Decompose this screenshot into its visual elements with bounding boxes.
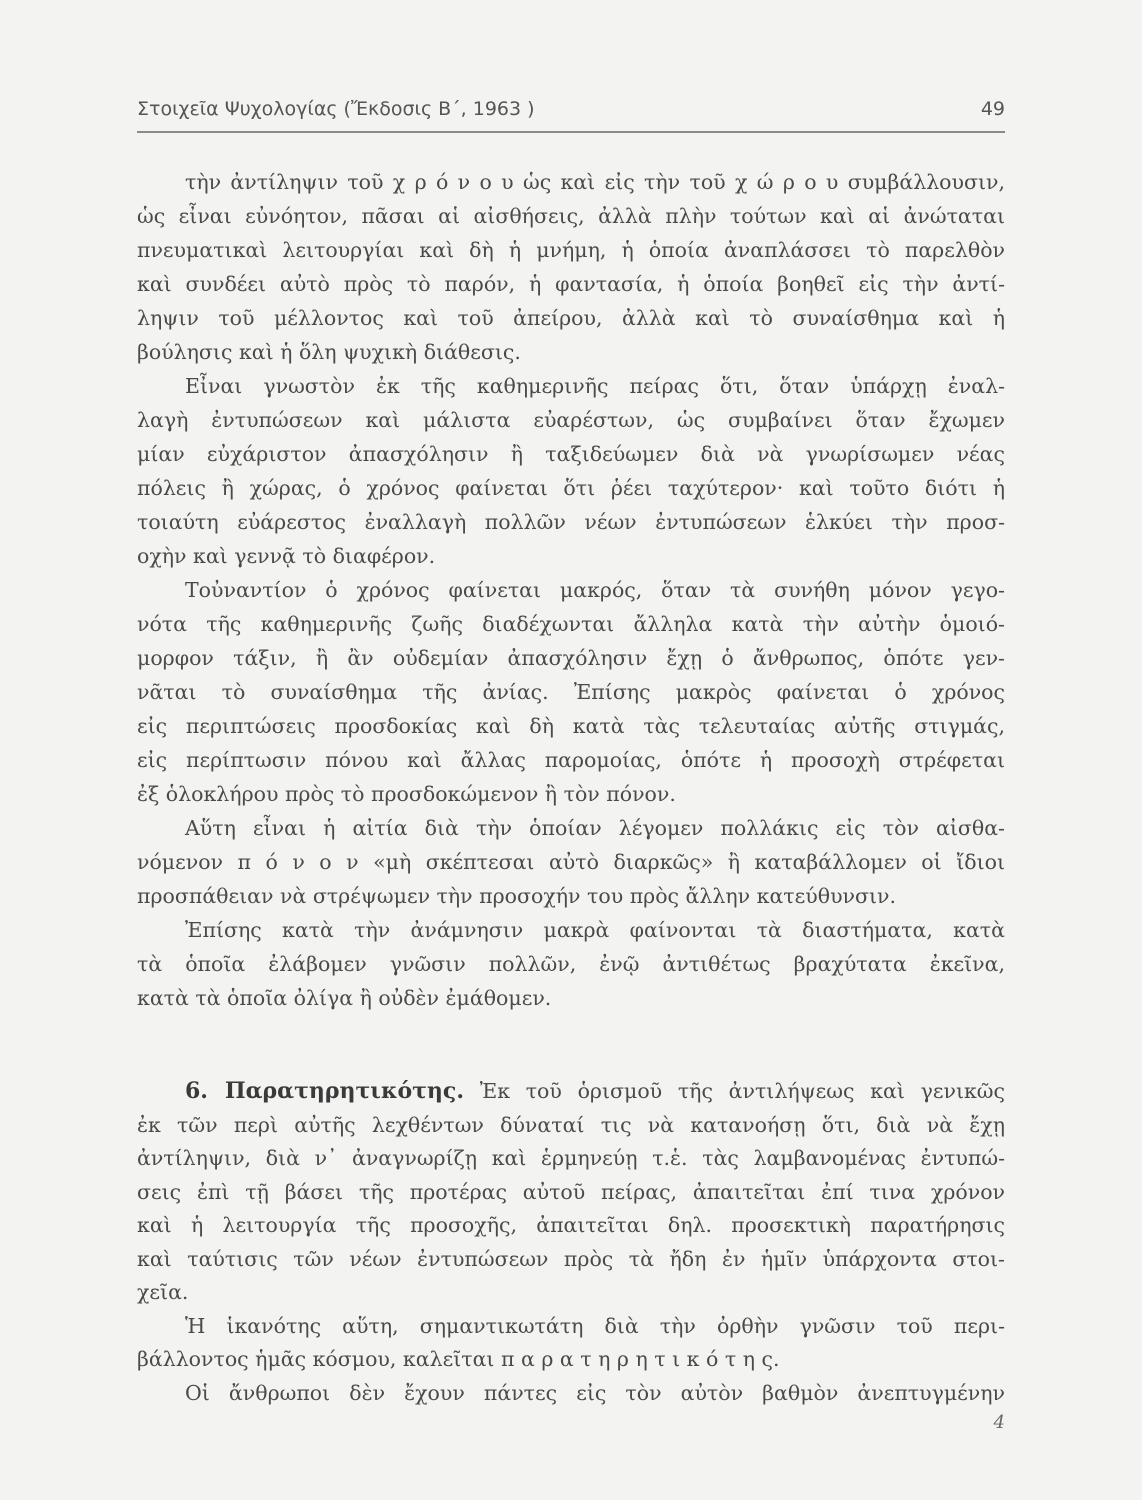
text-line: Τοὐναντίον ὁ χρόνος φαίνεται μακρός, ὅταν τὰ συνήθη μόνον γεγο- xyxy=(185,578,1005,602)
text-line: πόλεις ἢ χώρας, ὁ χρόνος φαίνεται ὅτι ῥέει ταχύτερον· καὶ τοῦτο διότι ἡ xyxy=(137,476,1005,500)
text-line: ἀντίληψιν, διὰ ν᾿ ἀναγνωρίζῃ καὶ ἑρμηνεύῃ τ.ἑ. τὰς λαμβανομένας ἐντυπώ- xyxy=(137,1146,1005,1170)
text-line: νόμενον π ό ν ο ν «μὴ σκέπτεσαι αὐτὸ διαρκῶς» ἢ καταβάλλομεν οἱ ἴδιοι xyxy=(137,850,1005,874)
text-line: εἰς περιπτώσεις προσδοκίας καὶ δὴ κατὰ τὰς τελευταίας αὐτῆς στιγμάς, xyxy=(137,714,1005,738)
text-line: Οἱ ἄνθρωποι δὲν ἔχουν πάντες εἰς τὸν αὐτὸν βαθμὸν ἀνεπτυγμένην xyxy=(185,1380,1005,1405)
text-line: βούλησις καὶ ἡ ὅλη ψυχικὴ διάθεσις. xyxy=(137,340,521,364)
text-line: Ἐπίσης κατὰ τὴν ἀνάμνησιν μακρὰ φαίνονται τὰ διαστήματα, κατὰ xyxy=(185,918,1005,942)
running-header xyxy=(137,98,1005,126)
text-line: ληψιν τοῦ μέλλοντος καὶ τοῦ ἀπείρου, ἀλλὰ καὶ τὸ συναίσθημα καὶ ἡ xyxy=(137,306,1005,330)
text-line: καὶ ταύτισις τῶν νέων ἐντυπώσεων πρὸς τὰ ἤδη ἐν ἡμῖν ὑπάρχοντα στοι- xyxy=(137,1246,1005,1271)
text-line: ἐξ ὁλοκλήρου πρὸς τὸ προσδοκώμενον ἢ τὸν πόνον. xyxy=(137,782,676,806)
text-line: μορφον τάξιν, ἢ ἂν οὐδεμίαν ἀπασχόλησιν ἔχῃ ὁ ἄνθρωπος, ὁπότε γεν- xyxy=(137,646,1005,670)
text-line: τὰ ὁποῖα ἐλάβομεν γνῶσιν πολλῶν, ἐνῷ ἀντιθέτως βραχύτατα ἐκεῖνα, xyxy=(137,952,1005,976)
text-line: σεις ἐπὶ τῇ βάσει τῆς προτέρας αὐτοῦ πείρας, ἀπαιτεῖται ἐπί τινα χρόνον xyxy=(137,1179,1005,1204)
text-line: νότα τῆς καθημερινῆς ζωῆς διαδέχωνται ἄλληλα κατὰ τὴν αὐτὴν ὁμοιό- xyxy=(137,612,1005,636)
text-line: καὶ ἡ λειτουργία τῆς προσοχῆς, ἀπαιτεῖται δηλ. προσεκτικὴ παρατήρησις xyxy=(137,1213,1005,1237)
text-line: εἰς περίπτωσιν πόνου καὶ ἄλλας παρομοίας, ὁπότε ἡ προσοχὴ στρέφεται xyxy=(137,748,1005,772)
text-line: κατὰ τὰ ὁποῖα ὀλίγα ἢ οὐδὲν ἐμάθομεν. xyxy=(137,986,552,1010)
section-6 xyxy=(137,1075,1005,1410)
text-line: τὴν ἀντίληψιν τοῦ χ ρ ό ν ο υ ὡς καὶ εἰς τὴν τοῦ χ ώ ρ ο υ συμβάλλουσιν, xyxy=(185,170,1005,194)
text-line: Εἶναι γνωστὸν ἐκ τῆς καθημερινῆς πείρας ὅτι, ὅταν ὑπάρχῃ ἐναλ- xyxy=(185,374,1005,398)
text-line xyxy=(137,1075,1005,1109)
text-line: πνευματικαὶ λειτουργίαι καὶ δὴ ἡ μνήμη, ἡ ὁποία ἀναπλάσσει τὸ παρελθὸν xyxy=(137,238,1005,262)
text-line: βάλλοντος ἡμᾶς κόσμου, καλεῖται π α ρ α τ η ρ η τ ι κ ό τ η ς. xyxy=(137,1347,780,1371)
text-line: τοιαύτη εὐάρεστος ἐναλλαγὴ πολλῶν νέων ἐντυπώσεων ἑλκύει τὴν προσ- xyxy=(137,510,1005,534)
signature-mark: 4 xyxy=(993,1412,1005,1433)
header-rule xyxy=(137,131,1005,133)
text-line: ὡς εἶναι εὐνόητον, πᾶσαι αἱ αἰσθήσεις, ἀλλὰ πλὴν τούτων καὶ αἱ ἀνώταται xyxy=(137,204,1005,228)
text-line: καὶ συνδέει αὐτὸ πρὸς τὸ παρόν, ἡ φαντασία, ἡ ὁποία βοηθεῖ εἰς τὴν ἀντί- xyxy=(137,272,1005,296)
text-line: νᾶται τὸ συναίσθημα τῆς ἀνίας. Ἐπίσης μακρὸς φαίνεται ὁ χρόνος xyxy=(137,680,1005,704)
text-line: λαγὴ ἐντυπώσεων καὶ μάλιστα εὐαρέστων, ὡς συμβαίνει ὅταν ἔχωμεν xyxy=(137,408,1005,432)
text-line: Αὕτη εἶναι ἡ αἰτία διὰ τὴν ὁποίαν λέγομεν πολλάκις εἰς τὸν αἰσθα- xyxy=(185,816,1005,840)
body-text xyxy=(137,165,1005,1015)
text-line: προσπάθειαν νὰ στρέψωμεν τὴν προσοχήν του πρὸς ἄλλην κατεύθυνσιν. xyxy=(137,884,897,908)
section-heading: 6. Παρατηρητικότης. xyxy=(185,1078,464,1104)
section-heading-text: Ἐκ τοῦ ὁρισμοῦ τῆς ἀντιλήψεως καὶ γενικῶς xyxy=(479,1079,1005,1103)
page-number: 49 xyxy=(980,98,1005,120)
running-header-title: Στοιχεῖα Ψυχολογίας (Ἔκδοσις Β΄, 1963 ) xyxy=(137,98,535,120)
text-line: χεῖα. xyxy=(137,1280,189,1304)
text-line: ἐκ τῶν περὶ αὐτῆς λεχθέντων δύναταί τις νὰ κατανοήσῃ ὅτι, διὰ νὰ ἔχῃ xyxy=(137,1112,1005,1137)
text-line: οχὴν καὶ γεννᾷ τὸ διαφέρον. xyxy=(137,544,436,568)
text-line: Ἡ ἱκανότης αὕτη, σημαντικωτάτη διὰ τὴν ὀρθὴν γνῶσιν τοῦ περι- xyxy=(185,1313,1005,1338)
text-line: μίαν εὐχάριστον ἀπασχόλησιν ἢ ταξιδεύωμεν διὰ νὰ γνωρίσωμεν νέας xyxy=(137,442,1005,466)
